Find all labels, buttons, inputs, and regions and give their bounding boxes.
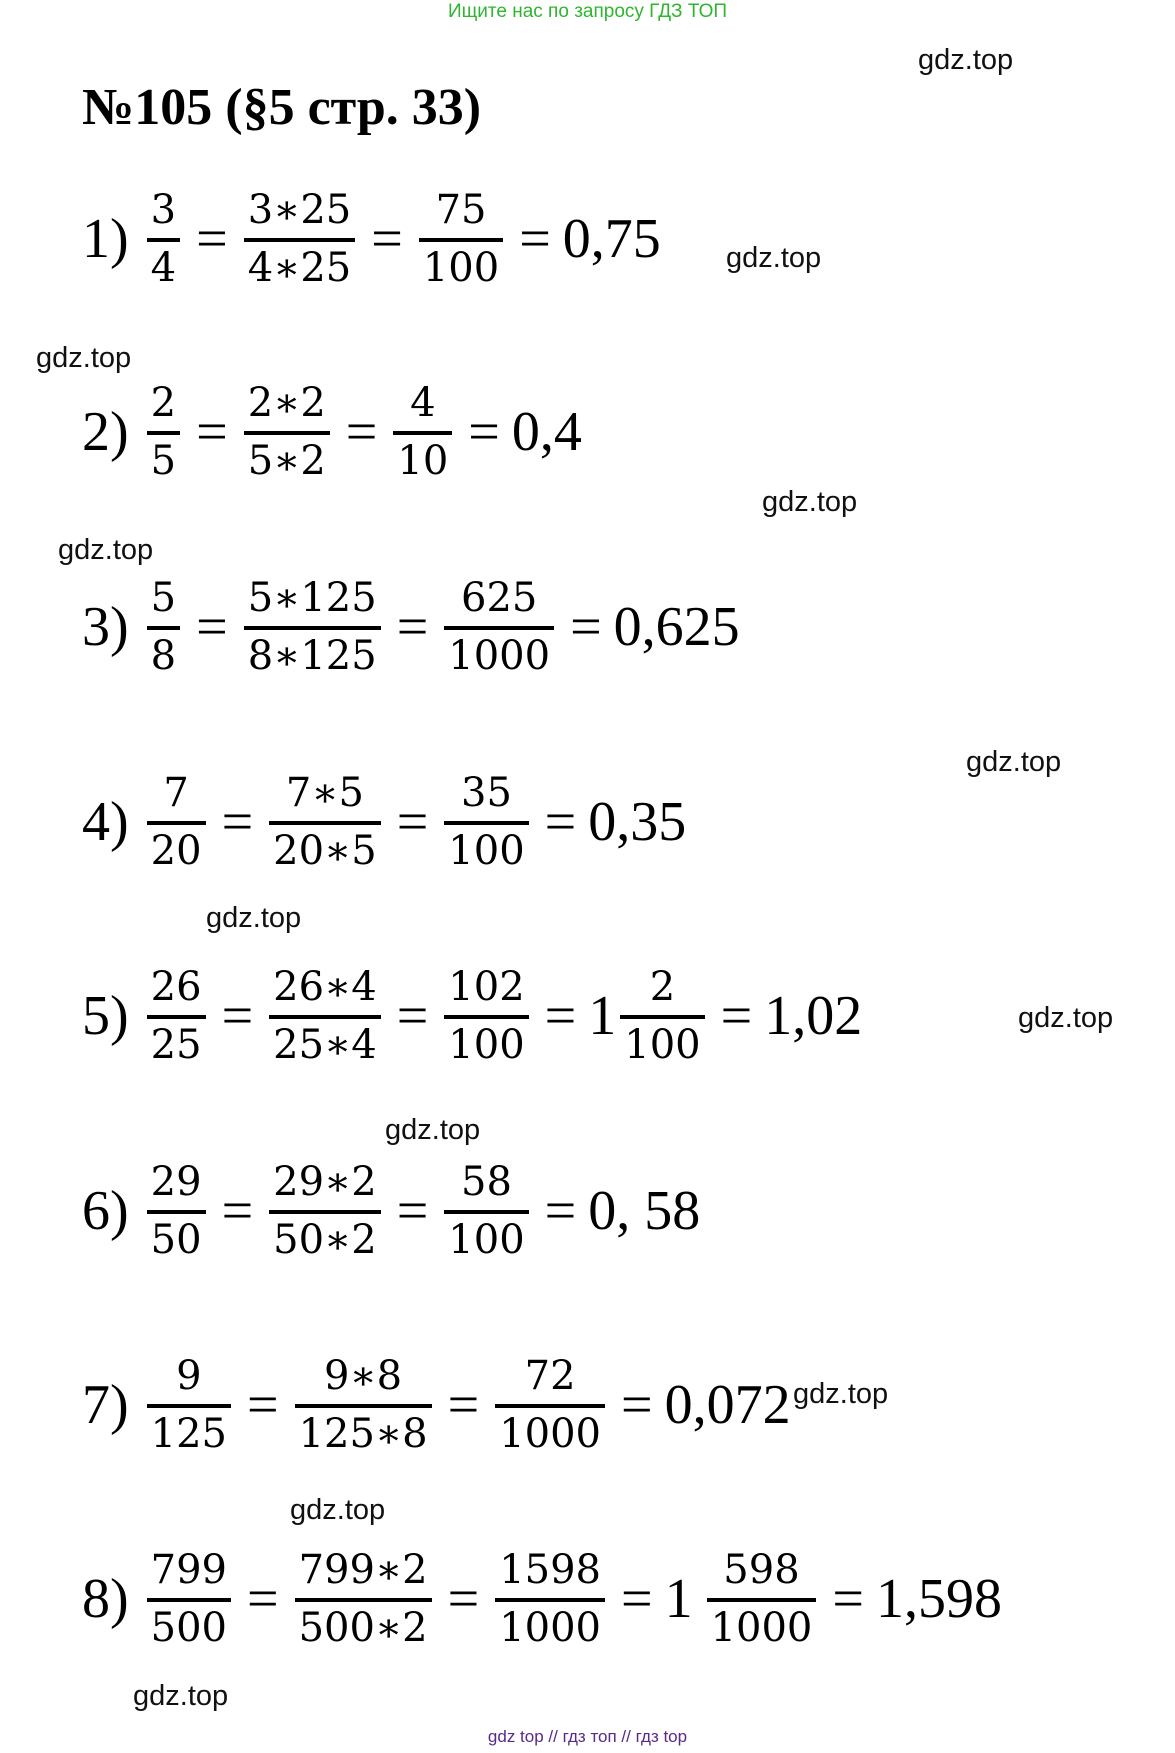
item-number: 6): [82, 1180, 129, 1242]
numerator: 799∗2: [298, 1547, 428, 1593]
denominator: 8: [150, 633, 177, 679]
numerator: 26: [150, 964, 202, 1010]
fraction: [147, 575, 180, 679]
numerator: 1598: [499, 1547, 601, 1593]
decimal-result: 0,4: [511, 401, 582, 463]
fraction: [444, 575, 554, 679]
numerator: 3∗25: [247, 187, 352, 233]
decimal-result: 0,35: [588, 791, 687, 853]
numerator: 7∗5: [285, 770, 364, 816]
equals-sign: =: [247, 1374, 279, 1436]
fraction: [620, 964, 704, 1068]
mixed-whole: 1: [588, 985, 617, 1047]
numerator: 7: [163, 770, 189, 816]
denominator: 25: [150, 1022, 202, 1068]
fraction: [269, 964, 381, 1068]
numerator: 35: [461, 770, 512, 816]
search-banner[interactable]: Ищите нас по запросу ГДЗ ТОП: [447, 1, 728, 22]
fraction: [295, 1353, 432, 1457]
numerator: 26∗4: [273, 964, 377, 1010]
numerator: 102: [448, 964, 525, 1010]
equals-sign: =: [221, 985, 254, 1047]
fraction: [244, 380, 330, 484]
fraction: [244, 187, 356, 291]
fraction: [444, 770, 528, 874]
item-number: 4): [82, 791, 129, 853]
denominator: 1000: [448, 633, 551, 679]
equation-2: [82, 380, 582, 484]
numerator: 9: [176, 1353, 202, 1399]
decimal-result: 0,072: [664, 1374, 791, 1436]
numerator: 72: [524, 1353, 576, 1399]
denominator: 4∗25: [247, 245, 352, 291]
equals-sign: =: [544, 985, 577, 1047]
fraction: [444, 964, 528, 1068]
equals-sign: =: [447, 1568, 480, 1630]
numerator: 2: [649, 964, 676, 1010]
equals-sign: =: [196, 208, 228, 270]
fraction: [147, 964, 206, 1068]
denominator: 100: [422, 245, 500, 291]
numerator: 29∗2: [273, 1159, 377, 1205]
watermark: gdz.top: [58, 534, 154, 566]
equals-sign: =: [396, 985, 429, 1047]
denominator: 20∗5: [273, 828, 377, 874]
fraction: [495, 1353, 605, 1457]
denominator: 25∗4: [273, 1022, 377, 1068]
equals-sign: =: [345, 401, 378, 463]
equals-sign: =: [447, 1374, 480, 1436]
denominator: 4: [150, 245, 177, 291]
equals-sign: =: [396, 791, 429, 853]
numerator: 29: [150, 1159, 202, 1205]
equals-sign: =: [832, 1568, 864, 1630]
denominator: 5: [150, 438, 177, 484]
equation-3: [82, 575, 740, 679]
numerator: 2∗2: [247, 380, 326, 426]
equals-sign: =: [570, 596, 602, 658]
fraction: [419, 187, 503, 291]
equals-sign: =: [196, 596, 228, 658]
decimal-result: 0,625: [613, 596, 740, 658]
decimal-result: 0,75: [562, 208, 661, 270]
item-number: 8): [82, 1568, 129, 1630]
denominator: 500: [150, 1605, 228, 1651]
equation-7: [82, 1353, 791, 1457]
denominator: 500∗2: [298, 1605, 428, 1651]
denominator: 10: [397, 438, 449, 484]
watermark: gdz.top: [918, 44, 1014, 76]
item-number: 2): [82, 401, 129, 463]
equals-sign: =: [196, 401, 228, 463]
fraction: [147, 1353, 231, 1457]
denominator: 8∗125: [247, 633, 377, 679]
equals-sign: =: [468, 401, 500, 463]
numerator: 4: [410, 380, 436, 426]
numerator: 58: [461, 1159, 512, 1205]
equals-sign: =: [720, 985, 753, 1047]
decimal-result: 1,02: [764, 985, 863, 1047]
fraction: [495, 1547, 605, 1651]
denominator: 100: [624, 1022, 701, 1068]
fraction: [147, 187, 180, 291]
equals-sign: =: [247, 1568, 279, 1630]
fraction: [147, 770, 206, 874]
page-title: №105 (§5 стр. 33): [82, 79, 482, 136]
equals-sign: =: [396, 596, 429, 658]
equation-5: [82, 964, 863, 1068]
numerator: 75: [435, 187, 487, 233]
watermark: gdz.top: [966, 746, 1062, 778]
watermark: gdz.top: [206, 902, 302, 934]
equals-sign: =: [544, 1180, 577, 1242]
fraction: [244, 575, 381, 679]
mixed-whole: 1: [664, 1568, 693, 1630]
decimal-result: 1,598: [875, 1568, 1002, 1630]
numerator: 5: [150, 575, 177, 621]
fraction: [444, 1159, 528, 1263]
numerator: 9∗8: [324, 1353, 403, 1399]
footer-links[interactable]: gdz top // гдз топ // гдз top: [487, 1727, 688, 1746]
denominator: 1000: [710, 1605, 813, 1651]
watermark: gdz.top: [726, 242, 822, 274]
watermark: gdz.top: [290, 1494, 386, 1526]
equation-1: [82, 187, 661, 291]
item-number: 1): [82, 208, 129, 270]
fraction: [707, 1547, 817, 1651]
equals-sign: =: [620, 1374, 653, 1436]
equation-8: [82, 1547, 1002, 1651]
watermark: gdz.top: [793, 1378, 889, 1410]
denominator: 100: [448, 828, 525, 874]
denominator: 100: [448, 1022, 525, 1068]
equals-sign: =: [544, 791, 577, 853]
equals-sign: =: [371, 208, 403, 270]
denominator: 5∗2: [247, 438, 326, 484]
equals-sign: =: [221, 791, 254, 853]
equals-sign: =: [519, 208, 551, 270]
denominator: 125∗8: [298, 1411, 428, 1457]
watermark: gdz.top: [762, 486, 858, 518]
fraction: [147, 1547, 231, 1651]
decimal-result: 0, 58: [588, 1180, 701, 1242]
fraction: [295, 1547, 432, 1651]
equals-sign: =: [620, 1568, 653, 1630]
equals-sign: =: [396, 1180, 429, 1242]
denominator: 1000: [499, 1411, 601, 1457]
watermark: gdz.top: [1018, 1002, 1114, 1034]
numerator: 5∗125: [247, 575, 377, 621]
item-number: 5): [82, 985, 129, 1047]
fraction: [269, 1159, 381, 1263]
denominator: 50: [150, 1217, 202, 1263]
denominator: 1000: [499, 1605, 601, 1651]
denominator: 20: [150, 828, 202, 874]
fraction: [147, 1159, 206, 1263]
denominator: 50∗2: [273, 1217, 377, 1263]
watermark: gdz.top: [133, 1680, 229, 1712]
numerator: 799: [150, 1547, 228, 1593]
equation-4: [82, 770, 687, 874]
watermark: gdz.top: [36, 342, 132, 374]
fraction: [147, 380, 180, 484]
item-number: 3): [82, 596, 129, 658]
fraction: [393, 380, 452, 484]
denominator: 100: [448, 1217, 525, 1263]
equals-sign: =: [221, 1180, 254, 1242]
numerator: 3: [150, 187, 177, 233]
numerator: 598: [723, 1547, 800, 1593]
equation-6: [82, 1159, 701, 1263]
fraction: [269, 770, 381, 874]
denominator: 125: [150, 1411, 228, 1457]
watermark: gdz.top: [385, 1114, 481, 1146]
numerator: 625: [461, 575, 538, 621]
item-number: 7): [82, 1374, 129, 1436]
numerator: 2: [150, 380, 177, 426]
